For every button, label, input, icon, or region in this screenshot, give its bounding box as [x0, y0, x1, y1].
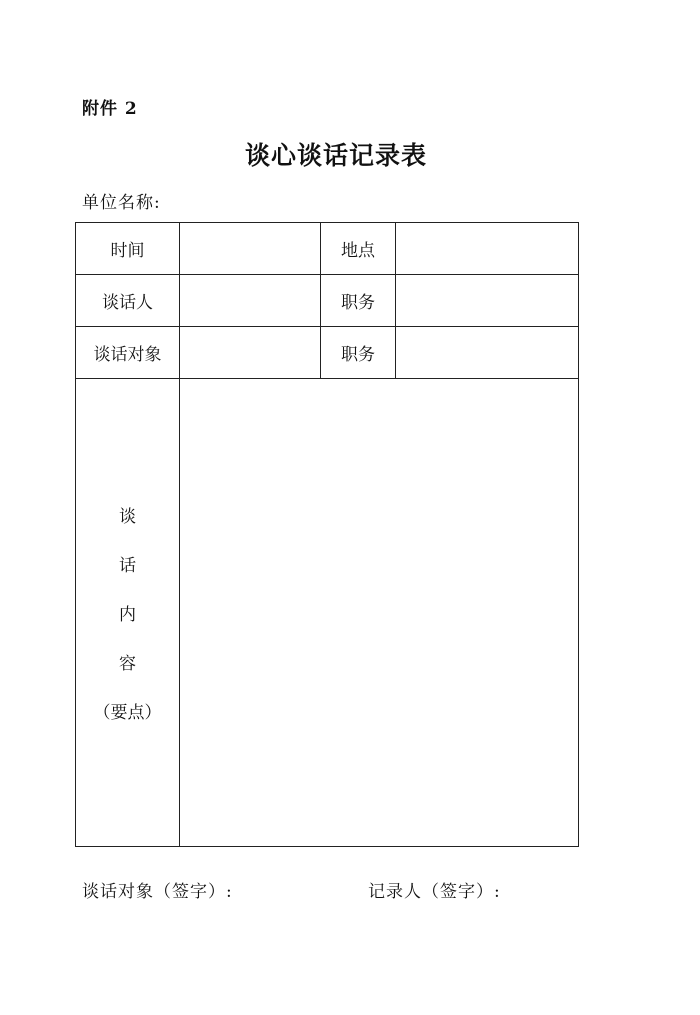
content-label-char: 内	[119, 605, 136, 625]
content-label-char: 话	[119, 556, 136, 576]
interviewee-value-cell[interactable]	[180, 327, 321, 379]
content-vertical-label	[76, 502, 179, 723]
interviewer-label-cell: 谈话人	[76, 275, 180, 327]
attachment-label: 附件 2	[82, 99, 138, 119]
interviewee-position-value-cell[interactable]	[396, 327, 579, 379]
table-row-interviewee	[76, 327, 579, 379]
place-value-cell[interactable]	[396, 223, 579, 275]
interviewee-label-cell: 谈话对象	[76, 327, 180, 379]
table-row-time	[76, 223, 579, 275]
content-label-note: （要点）	[93, 703, 162, 723]
time-label-cell: 时间	[76, 223, 180, 275]
content-label-char: 谈	[119, 507, 136, 527]
interviewer-position-value-cell[interactable]	[396, 275, 579, 327]
interviewer-position-label-cell: 职务	[321, 275, 396, 327]
time-value-cell[interactable]	[180, 223, 321, 275]
content-value-cell[interactable]	[180, 379, 579, 847]
interviewee-signature-label: 谈话对象（签字）:	[82, 882, 233, 902]
page-title: 谈心谈话记录表	[244, 141, 427, 170]
unit-name-label: 单位名称:	[82, 193, 161, 213]
interviewee-position-label-cell: 职务	[321, 327, 396, 379]
content-label-char: 容	[119, 654, 136, 674]
table-row-content	[76, 379, 579, 847]
record-table	[75, 222, 579, 847]
place-label-cell: 地点	[321, 223, 396, 275]
table-row-interviewer	[76, 275, 579, 327]
content-label-cell	[76, 379, 180, 847]
interviewer-value-cell[interactable]	[180, 275, 321, 327]
recorder-signature-label: 记录人（签字）:	[368, 882, 501, 902]
